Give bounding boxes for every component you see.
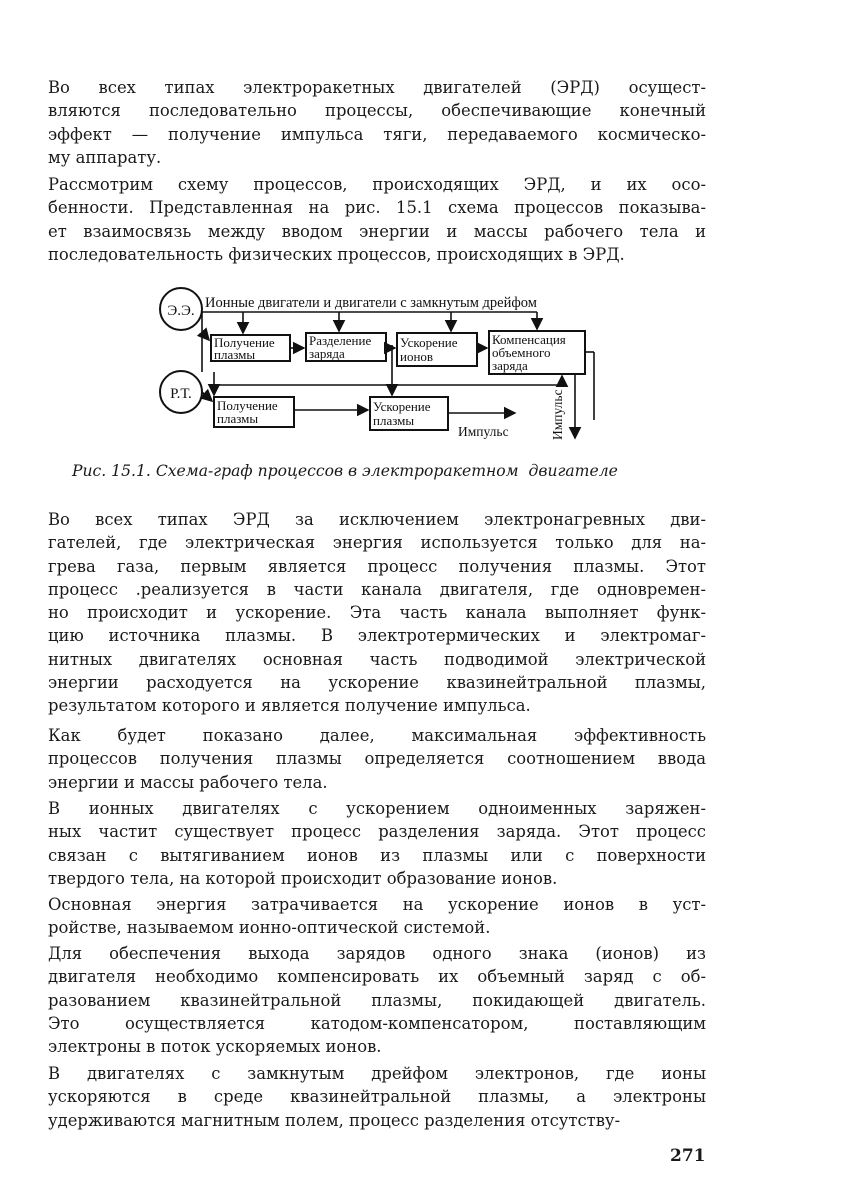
box-compensation-line1: Компенсация — [492, 332, 566, 347]
box-ion-acceleration-line1: Ускорение — [400, 335, 458, 350]
box-plasma-acceleration-line1: Ускорение — [373, 399, 431, 414]
box-plasma-acceleration — [370, 397, 448, 430]
paragraph-6 — [48, 893, 706, 940]
paragraph-3 — [48, 508, 706, 718]
energy-source-node — [160, 288, 202, 330]
energy-source-label: Э.Э. — [167, 303, 195, 319]
mass-source-node — [160, 371, 202, 413]
box-space-charge-compensation — [489, 331, 585, 374]
text-line: электроны в поток ускоряемых ионов. — [48, 1037, 382, 1057]
mass-source-label: Р.Т. — [170, 386, 192, 402]
text-line: ных частит существует процесс разделения заряда. Этот процесс — [48, 822, 706, 842]
impulse-label: Импульс — [458, 424, 509, 439]
paragraph-7 — [48, 942, 706, 1058]
page-number: 271 — [670, 1146, 706, 1166]
text-line: Во всех типах ЭРД за исключением электронагревных дви- — [48, 510, 706, 529]
text-line: результатом которого и является получение импульса. — [48, 696, 531, 716]
diagram-top-label: Ионные двигатели и двигатели с замкнутым дрейфом — [205, 295, 537, 311]
box-plasma-production-2 — [214, 397, 294, 427]
text-line: но происходит и ускорение. Эта часть канала выполняет функ- — [48, 603, 706, 623]
box-plasma-production-2-line2: плазмы — [217, 411, 259, 426]
box-ion-acceleration — [397, 333, 477, 366]
text-line: двигателя необходимо компенсировать их объемный заряд с об- — [48, 967, 706, 987]
impulse-vertical-label: Импульс — [550, 389, 565, 440]
process-diagram — [0, 0, 843, 470]
text-line: Как будет показано далее, максимальная эффективность — [48, 726, 706, 745]
text-line: ройстве, называемом ионно-оптической системой. — [48, 918, 491, 938]
text-line: гателей, где электрическая энергия используется только для на- — [48, 533, 706, 553]
text-line: процесс .реализуется в части канала двигателя, где одновремен- — [48, 579, 706, 599]
box-plasma-production-1 — [211, 335, 290, 362]
box-plasma-acceleration-line2: плазмы — [373, 413, 415, 428]
text-line: грева газа, первым является процесс получения плазмы. Этот — [48, 556, 706, 576]
paragraph-4 — [48, 724, 706, 794]
text-line: эффект — получение импульса тяги, передаваемого космическо- — [48, 124, 706, 144]
text-line: В ионных двигателях с ускорением одноименных заряжен- — [48, 799, 706, 818]
box-plasma-production-2-line1: Получение — [217, 398, 278, 413]
box-ion-acceleration-line2: ионов — [400, 349, 434, 364]
box-plasma-production-1-line2: плазмы — [214, 347, 256, 362]
text-line: разованием квазинейтральной плазмы, покидающей двигатель. — [48, 990, 706, 1010]
text-line: энергии расходуется на ускорение квазинейтральной плазмы, — [48, 673, 706, 693]
text-line: Рассмотрим схему процессов, происходящих ЭРД, и их осо- — [48, 175, 706, 194]
text-line: последовательность физических процессов, происходящих в ЭРД. — [48, 244, 625, 264]
box-charge-separation-line2: заряда — [309, 346, 345, 361]
text-line: Во всех типах электроракетных двигателей (ЭРД) осущест- — [48, 78, 706, 97]
text-line: цию источника плазмы. В электротермических и электромаг- — [48, 626, 706, 646]
box-compensation-line2: объемного — [492, 345, 551, 360]
box-plasma-production-1-line1: Получение — [214, 335, 275, 350]
text-line: В двигателях с замкнутым дрейфом электронов, где ионы — [48, 1064, 706, 1083]
text-line: связан с вытягиванием ионов из плазмы или с поверхности — [48, 845, 706, 865]
text-line: нитных двигателях основная часть подводимой электрической — [48, 649, 706, 669]
text-line: вляются последовательно процессы, обеспечивающие конечный — [48, 101, 706, 121]
text-line: му аппарату. — [48, 147, 162, 167]
text-line: бенности. Представленная на рис. 15.1 схема процессов показыва- — [48, 198, 706, 218]
text-line: Это осуществляется катодом-компенсатором, поставляющим — [48, 1013, 706, 1033]
box-compensation-line3: заряда — [492, 358, 528, 373]
text-line: твердого тела, на которой происходит образование ионов. — [48, 868, 558, 888]
paragraph-8 — [48, 1062, 706, 1132]
text-line: энергии и массы рабочего тела. — [48, 772, 328, 792]
text-line: ет взаимосвязь между вводом энергии и массы рабочего тела и — [48, 221, 706, 241]
box-charge-separation — [306, 333, 386, 361]
text-line: Основная энергия затрачивается на ускорение ионов в уст- — [48, 895, 706, 914]
paragraph-5 — [48, 797, 706, 890]
text-line: удерживаются магнитным полем, процесс разделения отсутству- — [48, 1110, 621, 1130]
figure-caption: Рис. 15.1. Схема-граф процессов в электроракетном двигателе — [72, 462, 618, 480]
box-charge-separation-line1: Разделение — [309, 333, 372, 348]
text-line: Для обеспечения выхода зарядов одного знака (ионов) из — [48, 944, 706, 963]
text-line: ускоряются в среде квазинейтральной плазмы, а электроны — [48, 1087, 706, 1107]
text-line: процессов получения плазмы определяется соотношением ввода — [48, 749, 706, 769]
